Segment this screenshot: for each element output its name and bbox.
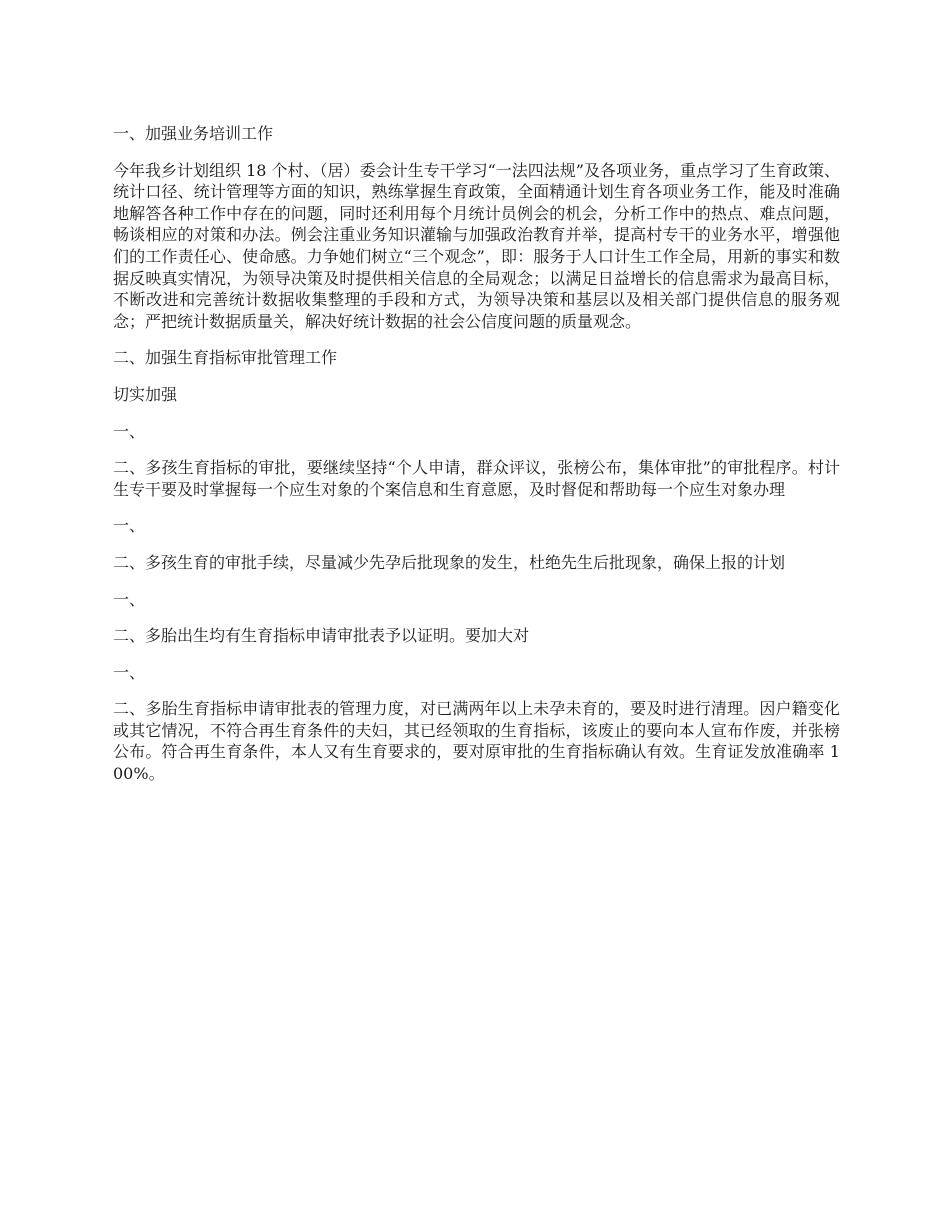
- list-marker-one: 一、: [113, 516, 146, 536]
- body-paragraph-approval-procedures: 二、多孩生育的审批手续，尽量减少先孕后批现象的发生，杜绝先生后批现象，确保上报的计划: [113, 552, 786, 572]
- document-page: [113, 123, 840, 800]
- list-marker-one: 一、: [113, 421, 146, 441]
- body-paragraph-strengthen: 切实加强: [113, 384, 178, 404]
- section-heading-business-training: 一、加强业务培训工作: [113, 124, 274, 143]
- body-paragraph-form-management: 二、多胎生育指标申请审批表的管理力度，对已满两年以上未孕未育的，要及时进行清理。因户籍变化或其它情况，不符合再生育条件的夫妇，其已经领取的生育指标，该废止的要向本人宣布作废，并张榜公布。符合再生育条件，本人又有生育要求的，要对原审批的生育指标确认有效。生育证发放准确率 100%。: [113, 699, 840, 784]
- body-paragraph-multi-child-approval: 二、多孩生育指标的审批，要继续坚持“个人申请，群众评议，张榜公布，集体审批”的审批程序。村计生专干要及时掌握每一个应生对象的个案信息和生育意愿，及时督促和帮助每一个应生对象办理: [113, 458, 840, 499]
- list-marker-one: 一、: [113, 662, 146, 682]
- list-marker-one: 一、: [113, 589, 146, 609]
- section-heading-birth-quota-approval: 二、加强生育指标审批管理工作: [113, 348, 338, 368]
- body-paragraph-multiple-births: 二、多胎出生均有生育指标申请审批表予以证明。要加大对: [113, 626, 530, 646]
- body-paragraph-training-details: 今年我乡计划组织 18 个村、（居）委会计生专干学习“一法四法规”及各项业务，重点学习了生育政策、统计口径、统计管理等方面的知识，熟练掌握生育政策，全面精通计划生育各项业务工作，能及时准确地解答各种工作中存在的问题，同时还利用每个月统计员例会的机会，分析工作中的热点、难点问题，畅谈相应的对策和办法。例会注重业务知识灌输与加强政治教育并举，提高村专干的业务水平，增强他们的工作责任心、使命感。力争她们树立“三个观念”，即：服务于人口计生工作全局，用新的事实和数据反映真实情况，为领导决策及时提供相关信息的全局观念；以满足日益增长的信息需求为最高目标，不断改进和完善统计数据收集整理的手段和方式，为领导决策和基层以及相关部门提供信息的服务观念；严把统计数据质量关，解决好统计数据的社会公信度问题的质量观念。: [113, 160, 840, 331]
